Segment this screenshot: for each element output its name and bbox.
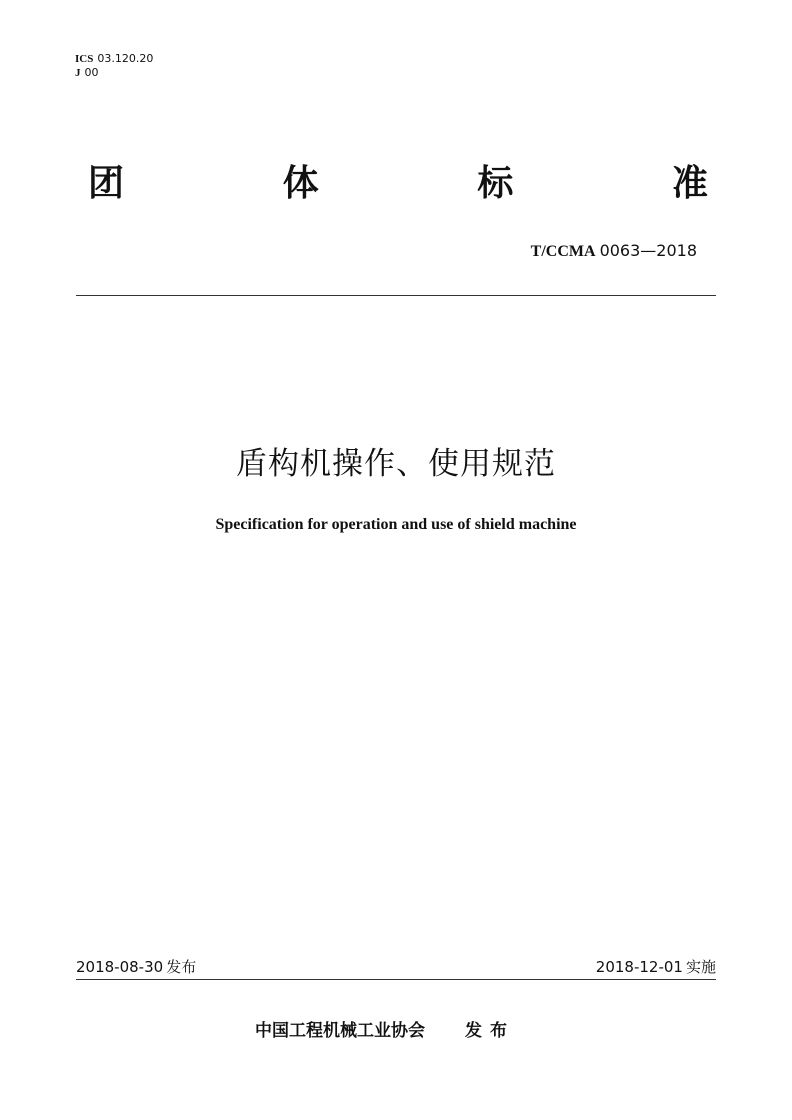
publish-date-label: 发布 (166, 958, 197, 976)
document-title-english: Specification for operation and use of shield machine (215, 516, 577, 533)
ccs-value: 00 (84, 66, 99, 79)
standard-type-char: 体 (282, 163, 319, 204)
classification-codes (75, 52, 153, 80)
standard-type-char: 标 (477, 163, 514, 204)
publish-date (76, 957, 196, 977)
ics-code (75, 52, 153, 66)
standard-number-prefix: T/CCMA (530, 243, 596, 260)
standard-type-char: 团 (88, 163, 125, 204)
publisher-label: 发布 (465, 1021, 515, 1041)
bottom-divider (76, 979, 716, 980)
implement-date (596, 957, 716, 977)
implement-date-value: 2018-12-01 (595, 958, 683, 976)
ics-value: 03.120.20 (97, 52, 154, 65)
standard-type-heading (88, 162, 708, 206)
standard-number-value: 0063—2018 (599, 241, 697, 260)
top-divider (76, 295, 716, 296)
ccs-code (75, 66, 153, 80)
standard-number (531, 241, 697, 262)
standard-type-char: 准 (671, 163, 708, 204)
publisher-name: 中国工程机械工业协会 (255, 1021, 425, 1041)
ccs-key: J (75, 67, 81, 79)
document-title-chinese: 盾构机操作、使用规范 (236, 446, 556, 482)
publisher (255, 1020, 515, 1042)
ics-key: ICS (75, 53, 94, 65)
implement-date-label: 实施 (685, 958, 716, 976)
publish-date-value: 2018-08-30 (76, 958, 164, 976)
